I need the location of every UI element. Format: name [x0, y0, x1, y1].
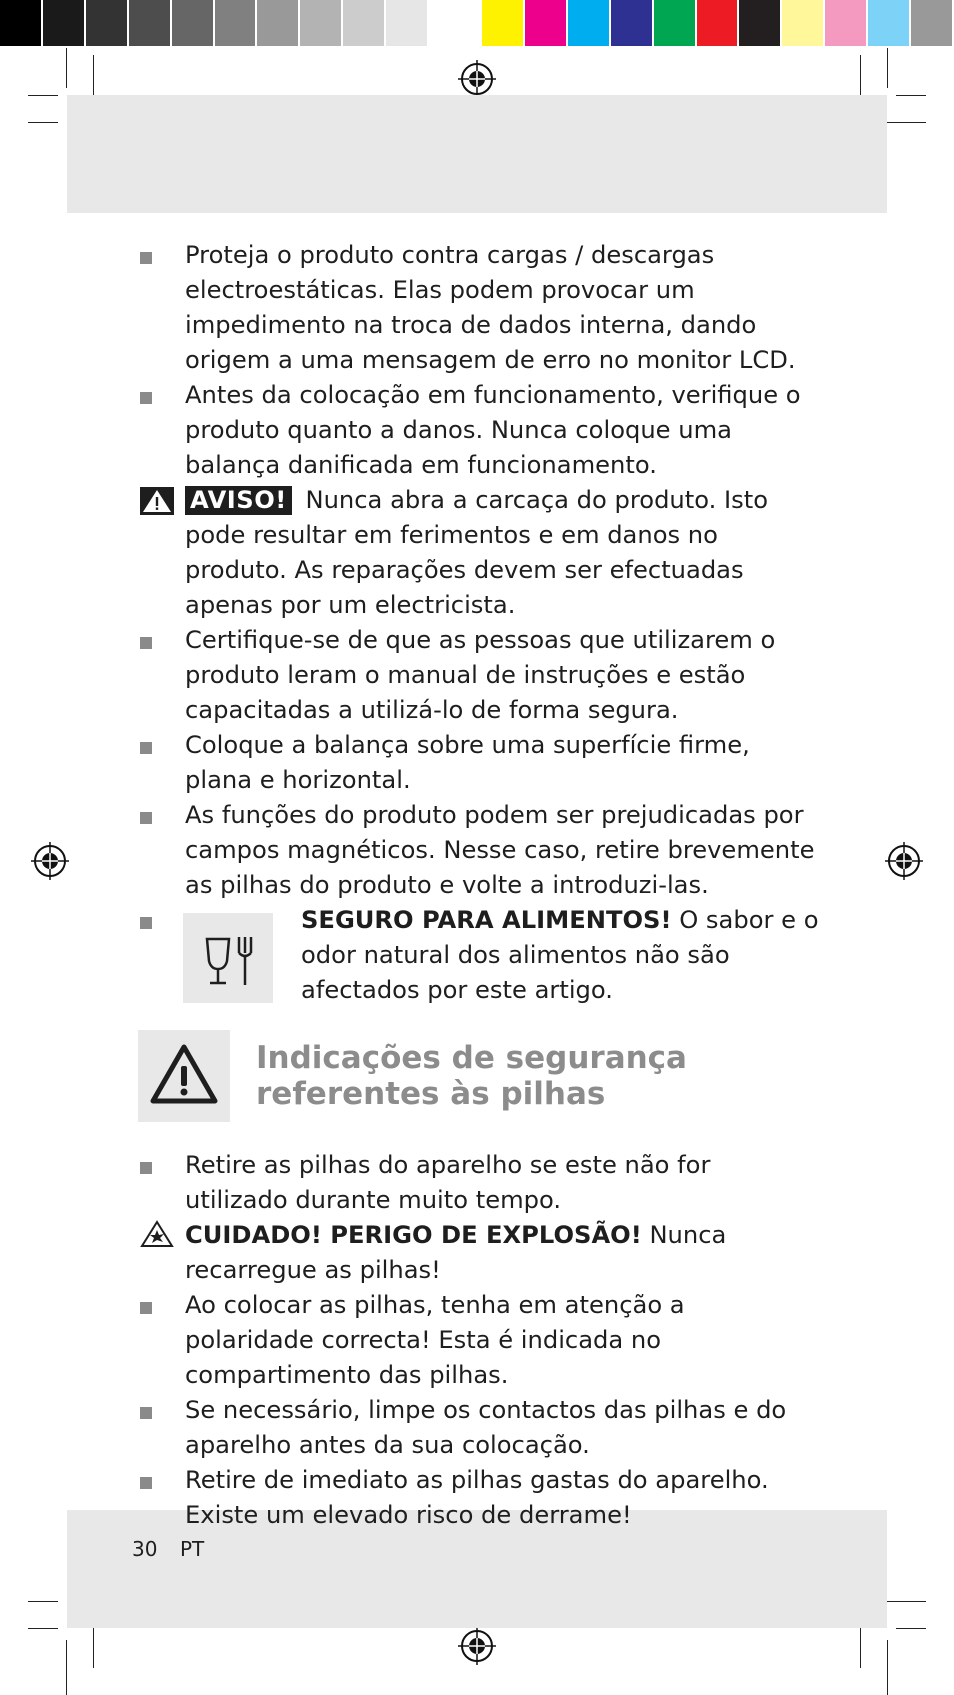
safety-list [138, 238, 818, 1019]
bullet-square [140, 1477, 152, 1489]
color-swatch [525, 0, 568, 46]
list-item [138, 1148, 818, 1218]
explosion-warning-icon [140, 1220, 174, 1248]
crop-mark [887, 1640, 888, 1695]
color-swatch [568, 0, 611, 46]
bullet-square [140, 1162, 152, 1174]
registration-mark-icon [885, 842, 923, 880]
bullet-square [140, 392, 152, 404]
color-swatch [739, 0, 782, 46]
warning-label: AVISO! [185, 486, 292, 515]
color-swatch [0, 0, 43, 46]
crop-mark [887, 48, 888, 88]
section-title-line2: referentes às pilhas [256, 1076, 606, 1112]
color-swatch [386, 0, 429, 46]
list-item [138, 1288, 818, 1393]
list-item-text: Retire as pilhas do aparelho se este não for utilizado durante muito tempo. [185, 1151, 711, 1214]
section-title-line1: Indicações de segurança [256, 1040, 687, 1076]
section-icon-box [138, 1030, 230, 1122]
explosion-warning-label: CUIDADO! PERIGO DE EXPLOSÃO! [185, 1221, 642, 1249]
bullet-square [140, 742, 152, 754]
color-swatch [868, 0, 911, 46]
warning-text: Nunca abra a carcaça do produto. Isto pode resultar em ferimentos e em danos no produto. As reparações devem ser efectuadas apenas por um electricista. [185, 486, 769, 619]
section-title [256, 1040, 816, 1112]
crop-mark [66, 1640, 67, 1695]
list-item-text: Retire de imediato as pilhas gastas do aparelho. Existe um elevado risco de derrame! [185, 1466, 769, 1529]
color-swatch [429, 0, 472, 46]
list-item [138, 798, 818, 903]
crop-mark [28, 95, 58, 96]
color-swatch [343, 0, 386, 46]
list-item-text: Coloque a balança sobre uma superfície firme, plana e horizontal. [185, 731, 750, 794]
crop-mark [28, 1628, 58, 1629]
crop-mark [28, 1601, 58, 1602]
list-item-text: Certifique-se de que as pessoas que utilizarem o produto leram o manual de instruções e estão capacitadas a utilizá-lo de forma segura. [185, 626, 776, 724]
list-item [138, 728, 818, 798]
food-safe-icon-box [183, 913, 273, 1003]
language-code: PT [180, 1537, 205, 1561]
header-band [67, 95, 887, 213]
crop-mark [28, 122, 58, 123]
color-swatch [482, 0, 525, 46]
explosion-warning-text: Nunca recarregue as pilhas! [185, 1221, 727, 1284]
page-number: 30 [132, 1537, 158, 1561]
warning-item [138, 483, 818, 623]
color-swatch [43, 0, 86, 46]
color-swatch [654, 0, 697, 46]
list-item [138, 238, 818, 378]
crop-mark [896, 95, 926, 96]
list-item-text: Antes da colocação em funcionamento, verifique o produto quanto a danos. Nunca coloque uma balança danificada em funcionamento. [185, 381, 801, 479]
food-safe-body: O sabor e o odor natural dos alimentos não são afectados por este artigo. [301, 906, 819, 1004]
list-item-text: Proteja o produto contra cargas / descargas electroestáticas. Elas podem provocar um impedimento na troca de dados interna, dando origem a uma mensagem de erro no monitor LCD. [185, 241, 796, 374]
crop-mark [66, 48, 67, 88]
process-color-bar [482, 0, 954, 46]
food-safe-text [301, 903, 821, 1008]
bullet-square [140, 812, 152, 824]
battery-safety-section-header [138, 1030, 838, 1122]
color-swatch [300, 0, 343, 46]
warning-triangle-icon [138, 1030, 230, 1122]
color-swatch [697, 0, 740, 46]
registration-mark-icon [458, 60, 496, 98]
color-swatch [215, 0, 258, 46]
grayscale-color-bar [0, 0, 472, 46]
list-item [138, 1463, 818, 1533]
food-safe-item [138, 903, 818, 1019]
glass-fork-icon [183, 913, 273, 1003]
registration-mark-icon [458, 1627, 496, 1665]
crop-mark [896, 1628, 926, 1629]
color-swatch [911, 0, 954, 46]
list-item [138, 378, 818, 483]
list-item [138, 623, 818, 728]
bullet-square [140, 1407, 152, 1419]
color-swatch [257, 0, 300, 46]
registration-mark-icon [31, 842, 69, 880]
battery-safety-list [138, 1148, 818, 1533]
food-safe-heading: SEGURO PARA ALIMENTOS! [301, 906, 672, 934]
list-item [138, 1393, 818, 1463]
color-swatch [86, 0, 129, 46]
color-swatch [172, 0, 215, 46]
bullet-square [140, 637, 152, 649]
warning-triangle-icon [140, 487, 174, 515]
color-swatch [129, 0, 172, 46]
list-item-text: Se necessário, limpe os contactos das pilhas e do aparelho antes da sua colocação. [185, 1396, 787, 1459]
explosion-warning-item [138, 1218, 818, 1288]
bullet-square [140, 917, 152, 929]
bullet-square [140, 1302, 152, 1314]
color-swatch [782, 0, 825, 46]
list-item-text: Ao colocar as pilhas, tenha em atenção a polaridade correcta! Esta é indicada no compartimento das pilhas. [185, 1291, 685, 1389]
list-item-text: As funções do produto podem ser prejudicadas por campos magnéticos. Nesse caso, retire brevemente as pilhas do produto e volte a introduzi-las. [185, 801, 815, 899]
color-swatch [825, 0, 868, 46]
bullet-square [140, 252, 152, 264]
color-swatch [611, 0, 654, 46]
